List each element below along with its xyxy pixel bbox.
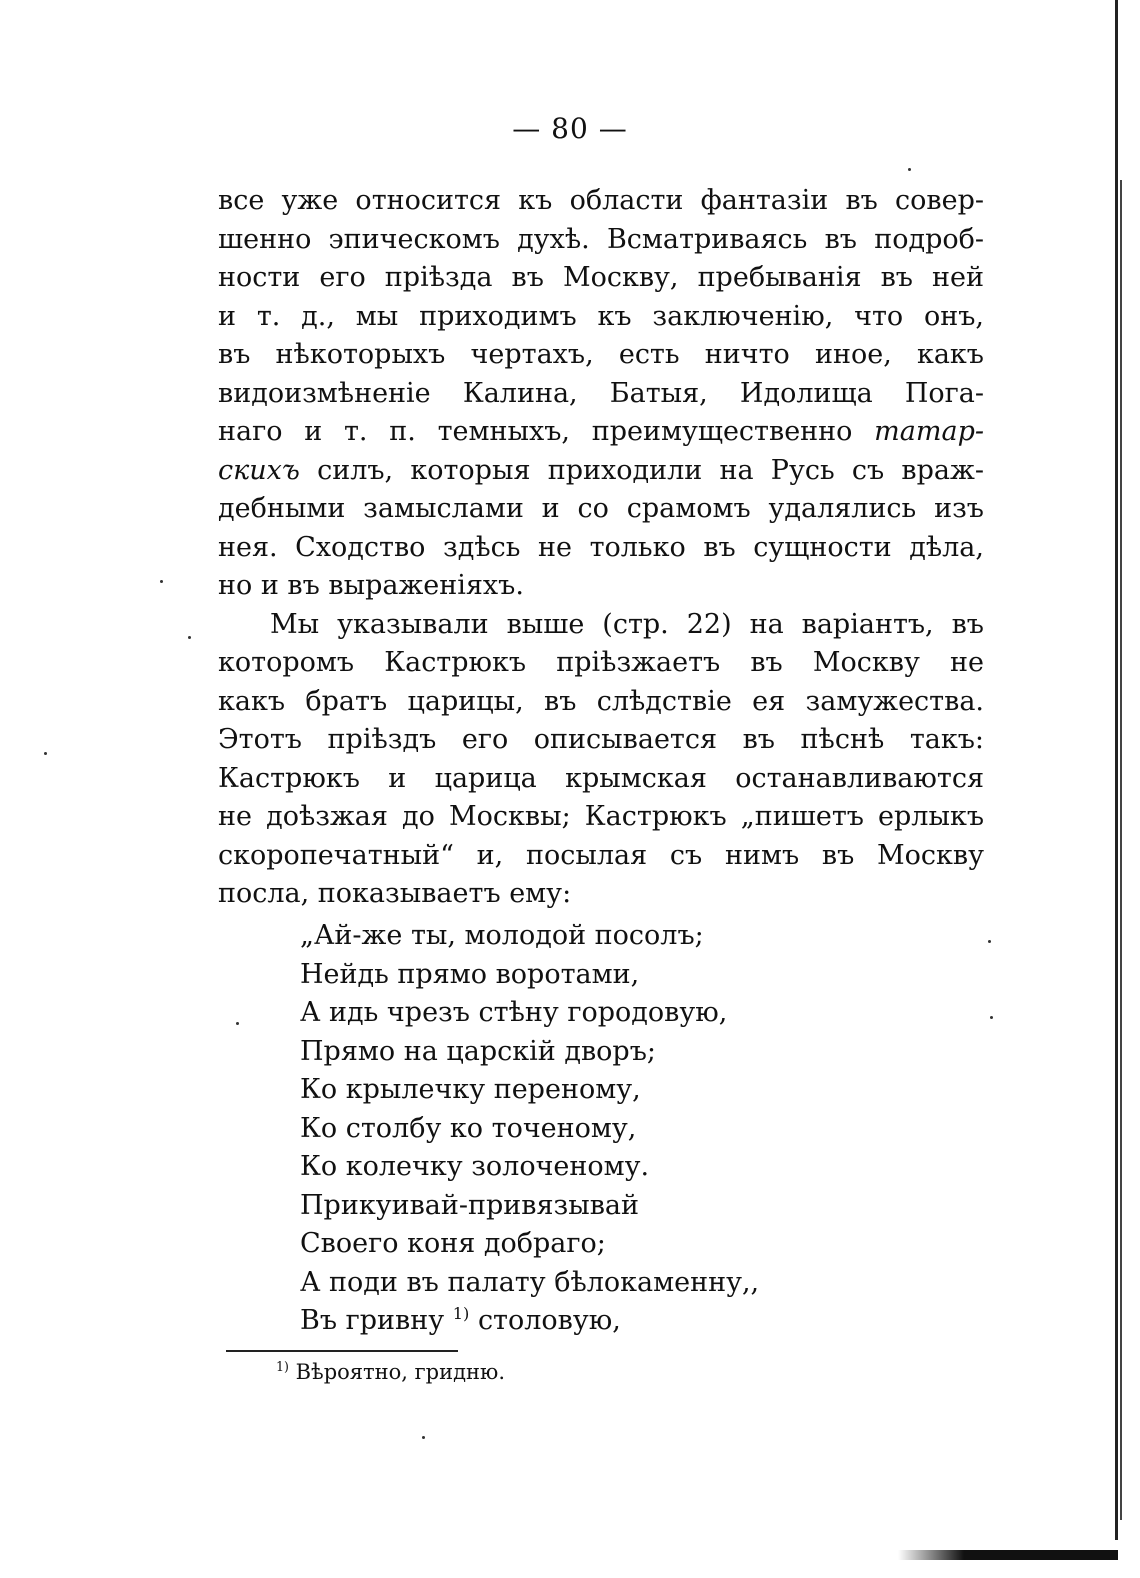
text-line: скоропечатный“ и, посылая съ нимъ въ Москву <box>218 839 984 871</box>
text-line: нея. Сходство здѣсь не только въ сущности дѣла, <box>218 531 984 563</box>
text-line: посла, показываетъ ему: <box>218 878 572 909</box>
footnote-reference[interactable]: 1) <box>452 1304 470 1323</box>
verse-line: Ко крылечку переному, <box>300 1074 641 1105</box>
paragraph-1 <box>218 182 984 606</box>
verse-line: Ко колечку золоченому. <box>300 1151 650 1182</box>
text-line: но и въ выраженіяхъ. <box>218 570 524 601</box>
text-segment: силъ, которыя приходили на Русь съ враж- <box>317 454 984 486</box>
text-line: все уже относится къ области фантазіи въ совер- <box>218 185 984 216</box>
scan-smudge <box>898 1550 1118 1560</box>
page-number: — 80 — <box>512 112 628 145</box>
scan-speck <box>908 168 911 171</box>
scan-speck <box>236 1022 239 1025</box>
scan-speck <box>988 940 991 943</box>
text-line: не доѣзжая до Москвы; Кастрюкъ „пишетъ ерлыкъ <box>218 801 984 832</box>
text-line: Кастрюкъ и царица крымская останавливаются <box>218 762 984 794</box>
text-segment: столовую, <box>477 1305 621 1336</box>
main-text <box>218 182 984 914</box>
verse-line: А поди въ палату бѣлокаменну,, <box>300 1266 760 1298</box>
scan-speck <box>422 1436 425 1439</box>
text-line: въ нѣкоторыхъ чертахъ, есть ничто иное, какъ <box>218 339 984 370</box>
scan-speck <box>160 580 163 583</box>
scan-speck <box>44 752 47 755</box>
text-line: и т. д., мы приходимъ къ заключенію, что онъ, <box>218 300 984 332</box>
verse-quote <box>300 917 860 1341</box>
text-line: Мы указывали выше (стр. 22) на варіантъ, въ <box>270 608 984 640</box>
verse-line: Нейдь прямо воротами, <box>300 958 640 990</box>
scan-border-line-inner <box>1120 180 1122 1520</box>
scan-speck <box>188 636 191 639</box>
text-line-with-italic <box>218 413 984 452</box>
text-line: дебными замыслами и со срамомъ удалялись изъ <box>218 493 984 524</box>
verse-line: „Ай-же ты, молодой посолъ; <box>300 920 704 951</box>
text-line: видоизмѣненіе Калина, Батыя, Идолища Пога- <box>218 377 984 409</box>
verse-line: А идь чрезъ стѣну городовую, <box>300 997 728 1028</box>
text-line: ности его пріѣзда въ Москву, пребыванія въ ней <box>218 262 984 293</box>
paragraph-2 <box>218 606 984 914</box>
verse-line: Прикуивай-привязывай <box>300 1189 640 1221</box>
verse-line: Своего коня добраго; <box>300 1228 606 1259</box>
verse-line: Ко столбу ко точеному, <box>300 1112 637 1144</box>
verse-line: Прямо на царскій дворъ; <box>300 1035 656 1067</box>
text-line-with-italic <box>218 452 984 491</box>
text-line: какъ братъ царицы, въ слѣдствіе ея замужества. <box>218 685 984 717</box>
italic-word: скихъ <box>218 454 300 486</box>
scan-border-line <box>1115 0 1118 1540</box>
footnote <box>276 1358 505 1386</box>
italic-word: татар- <box>874 416 984 447</box>
footnote-text: Вѣроятно, гридню. <box>295 1360 505 1384</box>
scan-speck <box>990 1016 993 1019</box>
text-segment: наго и т. п. темныхъ, преимущественно <box>218 416 853 447</box>
text-line: шенно эпическомъ духѣ. Всматриваясь въ подроб- <box>218 223 984 255</box>
footnote-divider <box>226 1350 458 1352</box>
text-line: которомъ Кастрюкъ пріѣзжаетъ въ Москву не <box>218 647 984 678</box>
verse-line-with-footnote-ref <box>300 1302 860 1341</box>
text-line: Этотъ пріѣздъ его описывается въ пѣснѣ такъ: <box>218 724 984 755</box>
footnote-marker: 1) <box>276 1359 289 1374</box>
text-segment: Въ гривну <box>300 1305 445 1336</box>
